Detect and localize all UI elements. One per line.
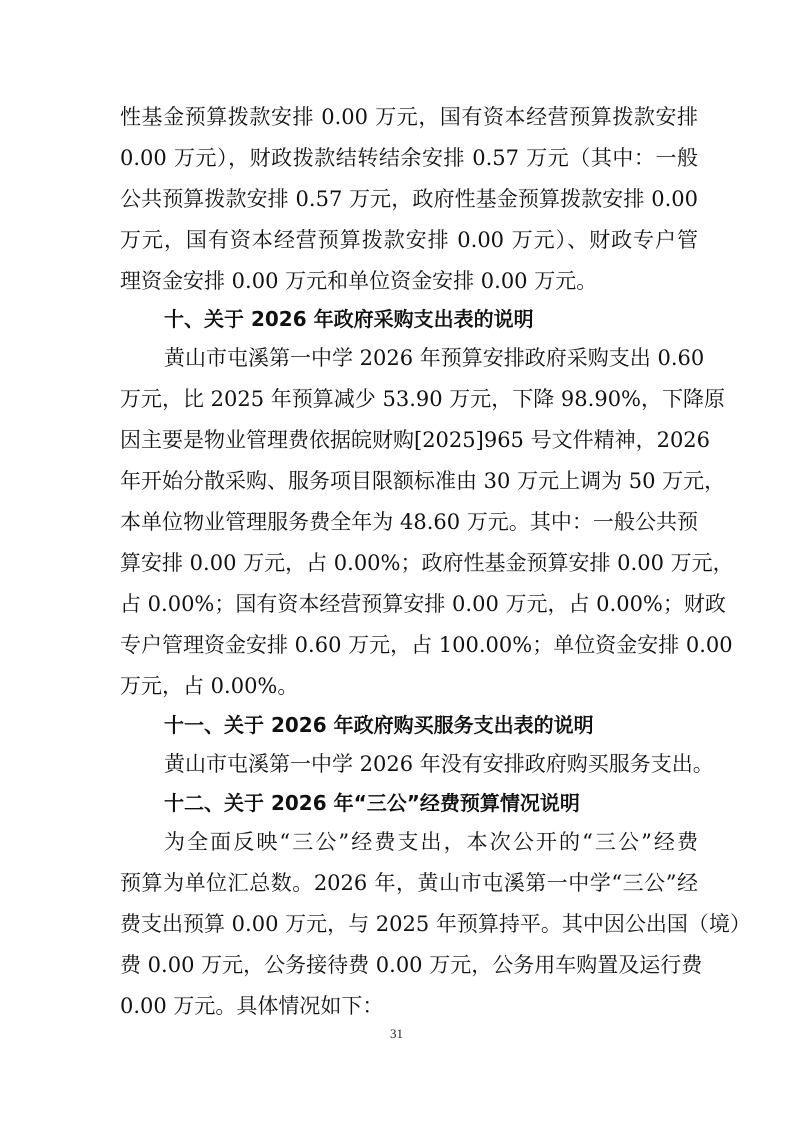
paragraph-line: 万元，国有资本经营预算拨款安排 0.00 万元）、财政专户管 bbox=[120, 228, 698, 252]
paragraph-line: 黄山市屯溪第一中学 2026 年预算安排政府采购支出 0.60 bbox=[164, 346, 705, 370]
paragraph-line: 预算为单位汇总数。2026 年，黄山市屯溪第一中学“三公”经 bbox=[120, 871, 698, 895]
paragraph-line: 年开始分散采购、服务项目限额标准由 30 万元上调为 50 万元， bbox=[120, 469, 726, 493]
paragraph-line: 占 0.00%；国有资本经营预算安排 0.00 万元，占 0.00%；财政 bbox=[120, 592, 726, 616]
paragraph-line: 黄山市屯溪第一中学 2026 年没有安排政府购买服务支出。 bbox=[164, 752, 714, 776]
paragraph-line: 专户管理资金安排 0.60 万元，占 100.00%；单位资金安排 0.00 bbox=[120, 633, 733, 657]
paragraph-line: 万元，比 2025 年预算减少 53.90 万元，下降 98.90%，下降原 bbox=[120, 387, 726, 411]
section-heading-10: 十、关于 2026 年政府采购支出表的说明 bbox=[164, 307, 534, 331]
paragraph-line: 0.00 万元），财政拨款结转结余安排 0.57 万元（其中：一般 bbox=[120, 146, 698, 170]
paragraph-line: 算安排 0.00 万元，占 0.00%；政府性基金预算安排 0.00 万元， bbox=[120, 551, 734, 575]
paragraph-line: 0.00 万元。具体情况如下： bbox=[120, 994, 384, 1018]
paragraph-line: 本单位物业管理服务费全年为 48.60 万元。其中：一般公共预 bbox=[120, 510, 698, 534]
section-heading-12: 十二、关于 2026 年“三公”经费预算情况说明 bbox=[164, 791, 580, 815]
section-heading-11: 十一、关于 2026 年政府购买服务支出表的说明 bbox=[164, 713, 594, 737]
paragraph-line: 公共预算拨款安排 0.57 万元，政府性基金预算拨款安排 0.00 bbox=[120, 187, 698, 211]
paragraph-line: 费 0.00 万元，公务接待费 0.00 万元，公务用车购置及运行费 bbox=[120, 953, 703, 977]
page-number: 31 bbox=[390, 1026, 403, 1041]
paragraph-line: 因主要是物业管理费依据皖财购[2025]965 号文件精神，2026 bbox=[120, 428, 711, 452]
paragraph-line: 万元，占 0.00%。 bbox=[120, 674, 299, 698]
paragraph-line: 为全面反映“三公”经费支出，本次公开的“三公”经费 bbox=[164, 830, 698, 854]
paragraph-line: 理资金安排 0.00 万元和单位资金安排 0.00 万元。 bbox=[120, 269, 598, 293]
paragraph-line: 性基金预算拨款安排 0.00 万元，国有资本经营预算拨款安排 bbox=[120, 105, 698, 129]
paragraph-line: 费支出预算 0.00 万元，与 2025 年预算持平。其中因公出国（境） bbox=[120, 912, 751, 936]
